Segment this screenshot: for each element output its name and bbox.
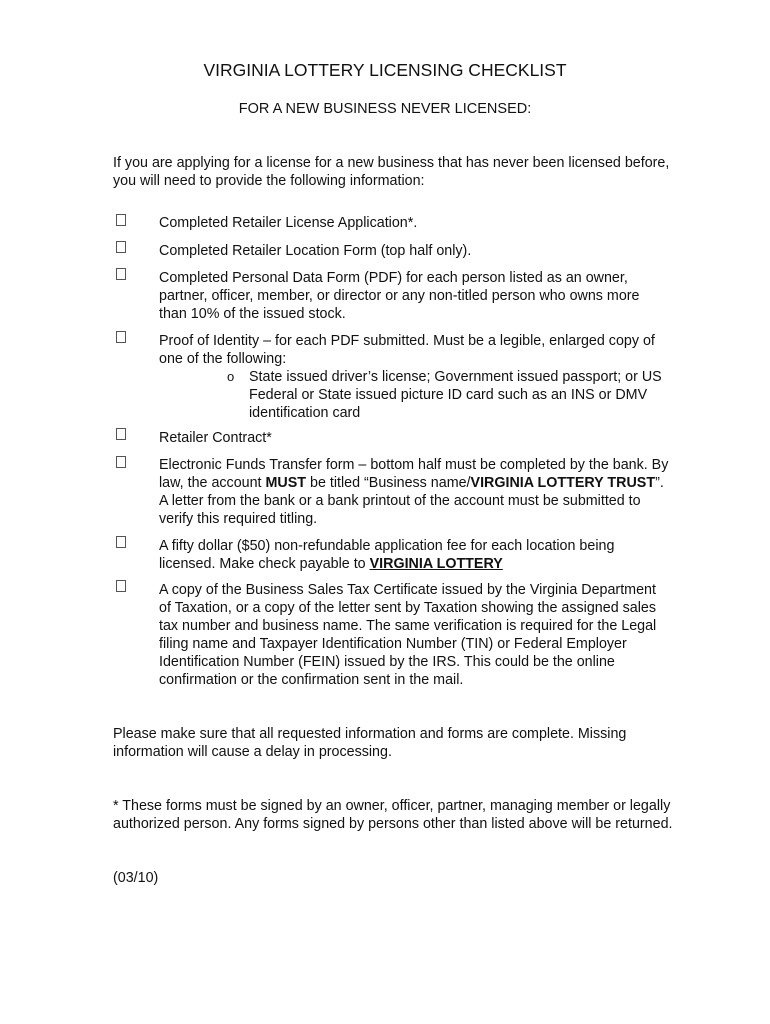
checkbox-icon[interactable] bbox=[116, 456, 126, 468]
notice-paragraph: Please make sure that all requested information and forms are complete. Missing information will cause a delay in processing. bbox=[113, 726, 627, 760]
checkbox-icon[interactable] bbox=[116, 214, 126, 226]
bullet-marker: o bbox=[227, 369, 235, 384]
document-subtitle: FOR A NEW BUSINESS NEVER LICENSED: bbox=[238, 101, 532, 117]
checkbox-icon[interactable] bbox=[116, 580, 126, 592]
checklist-item-text: Completed Retailer Location Form (top half only). bbox=[159, 243, 472, 259]
revision-date: (03/10) bbox=[113, 870, 159, 886]
checklist-item-text: A copy of the Business Sales Tax Certificate issued by the Virginia Department of Taxation, or a copy of the letter sent by Taxation showing the assigned sales tax number and business name. The same verification is required for the Legal filing name and Taxpayer Identification Number (TIN) or Federal Employer Identification Number (FEIN) issued by the IRS. This could be the online confirmation or the confirmation sent in the mail. bbox=[159, 582, 657, 688]
document-title: VIRGINIA LOTTERY LICENSING CHECKLIST bbox=[203, 60, 567, 80]
footnote-paragraph: * These forms must be signed by an owner, officer, partner, managing member or legally authorized person. Any forms signed by persons other than listed above will be returned. bbox=[113, 798, 673, 832]
eft-text-2: be titled “Business name/ bbox=[306, 475, 471, 491]
sub-bullet-text: State issued driver’s license; Government issued passport; or US Federal or State issued picture ID card such as an INS or DMV identification card bbox=[249, 369, 662, 421]
checklist-item-text bbox=[159, 537, 671, 573]
checklist-item-text: Retailer Contract* bbox=[159, 430, 272, 446]
checkbox-icon[interactable] bbox=[116, 268, 126, 280]
fee-text: A fifty dollar ($50) non-refundable application fee for each location being licensed. Make check payable to bbox=[159, 538, 615, 572]
checklist-item-text: Completed Retailer License Application*. bbox=[159, 215, 418, 231]
checkbox-icon[interactable] bbox=[116, 428, 126, 440]
eft-emphasis-trust: VIRGINIA LOTTERY TRUST bbox=[470, 475, 656, 491]
checkbox-icon[interactable] bbox=[116, 241, 126, 253]
checklist-item-text: Completed Personal Data Form (PDF) for each person listed as an owner, partner, officer, member, or director or any non-titled person who owns more than 10% of the issued stock. bbox=[159, 270, 640, 322]
checkbox-icon[interactable] bbox=[116, 536, 126, 548]
checkbox-icon[interactable] bbox=[116, 331, 126, 343]
intro-paragraph: If you are applying for a license for a new business that has never been licensed before, you will need to provide the following information: bbox=[113, 155, 670, 189]
checklist-item-text: Proof of Identity – for each PDF submitted. Must be a legible, enlarged copy of one of the following: bbox=[159, 333, 655, 367]
eft-text-1: Electronic Funds Transfer form – bottom half must be completed by the bank. By law, the account bbox=[159, 457, 669, 491]
eft-text-3: ”. A letter from the bank or a bank printout of the account must be submitted to verify this required titling. bbox=[159, 475, 664, 527]
payee-name: VIRGINIA LOTTERY bbox=[369, 556, 503, 572]
checklist-item-text bbox=[159, 456, 671, 528]
eft-emphasis-must: MUST bbox=[265, 475, 307, 491]
